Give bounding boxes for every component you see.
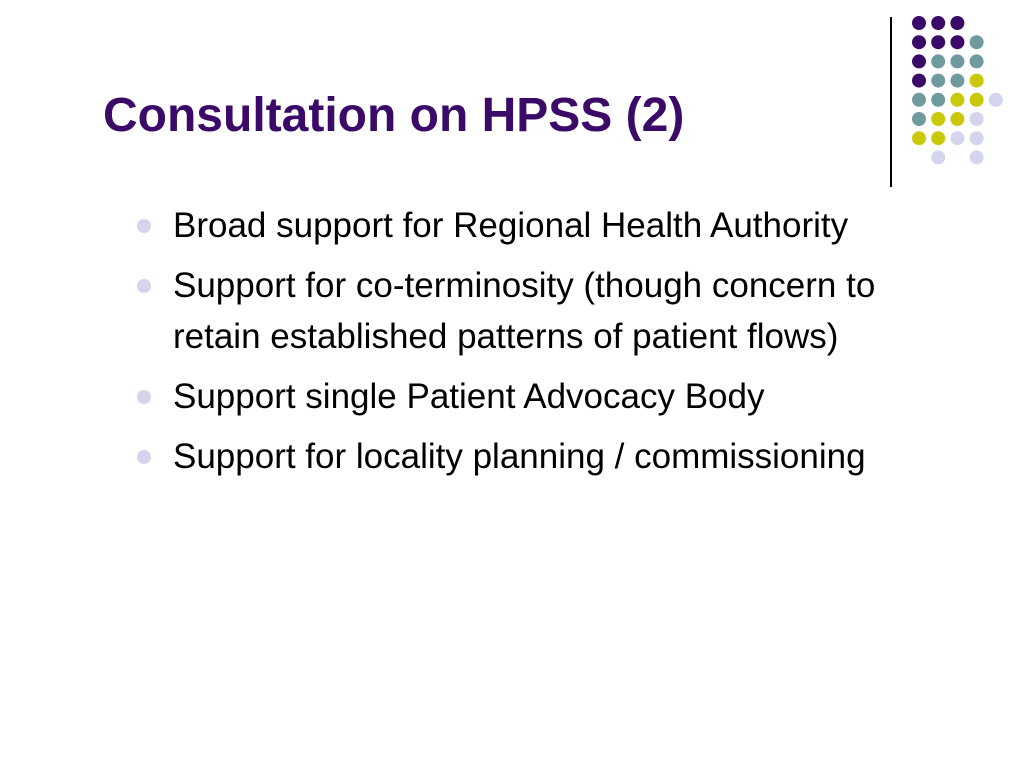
- decorative-dot: [912, 93, 926, 107]
- decorative-dot: [931, 54, 945, 68]
- decorative-dot: [970, 112, 984, 126]
- vertical-divider: [890, 17, 892, 187]
- decorative-dot: [931, 131, 945, 145]
- decorative-dot: [970, 54, 984, 68]
- bullet-item: [135, 431, 955, 482]
- decorative-dot: [912, 74, 926, 88]
- slide-title: Consultation on HPSS (2): [103, 89, 685, 142]
- decorative-dot: [970, 35, 984, 49]
- decorative-dot: [912, 112, 926, 126]
- bullet-text: Broad support for Regional Health Authority: [173, 206, 849, 245]
- decorative-dot: [931, 150, 945, 164]
- decorative-dot: [931, 35, 945, 49]
- decorative-dot: [970, 131, 984, 145]
- decorative-dot: [912, 54, 926, 68]
- bullet-dot-icon: [137, 390, 151, 404]
- bullet-item: [135, 371, 955, 422]
- decorative-dot: [931, 112, 945, 126]
- bullet-text: Support single Patient Advocacy Body: [173, 377, 765, 416]
- decorative-dot: [912, 16, 926, 30]
- decorative-dot: [931, 74, 945, 88]
- decorative-dot: [931, 93, 945, 107]
- decorative-dot: [950, 74, 964, 88]
- decorative-dot: [931, 16, 945, 30]
- decorative-dot: [950, 112, 964, 126]
- bullet-dot-icon: [137, 219, 151, 233]
- bullet-text: Support for locality planning / commissioning: [173, 437, 866, 476]
- bullet-list: [135, 200, 955, 491]
- decorative-dot: [970, 74, 984, 88]
- decorative-dot: [950, 35, 964, 49]
- decorative-dot: [950, 131, 964, 145]
- bullet-dot-icon: [137, 450, 151, 464]
- decorative-dot: [912, 131, 926, 145]
- bullet-item: [135, 260, 955, 362]
- decorative-dot: [950, 54, 964, 68]
- decorative-dot: [912, 35, 926, 49]
- bullet-dot-icon: [137, 279, 151, 293]
- decorative-dot: [989, 93, 1003, 107]
- decorative-dot: [950, 93, 964, 107]
- decorative-dot: [970, 150, 984, 164]
- bullet-item: [135, 200, 955, 251]
- bullet-text: Support for co-terminosity (though concern to retain established patterns of patient flows): [173, 266, 876, 356]
- decorative-dot: [970, 93, 984, 107]
- decorative-dot: [950, 16, 964, 30]
